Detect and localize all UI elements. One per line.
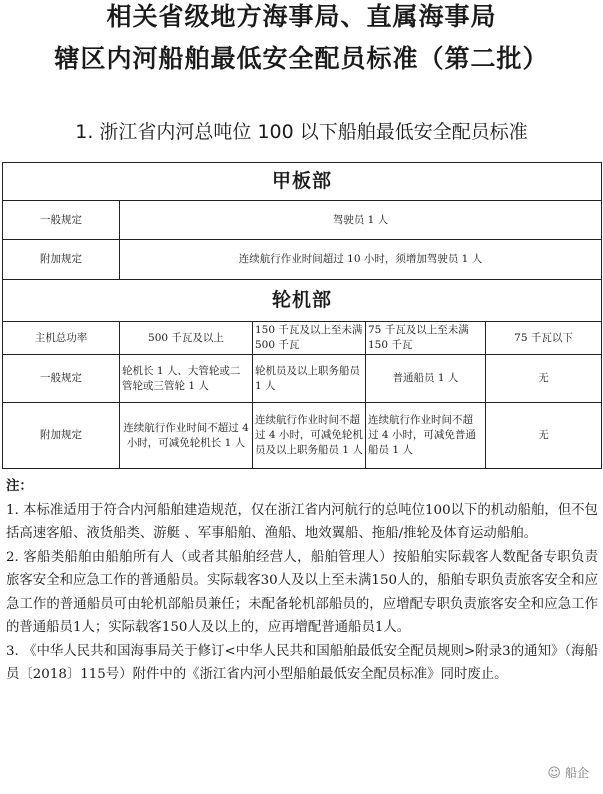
document-title-line-1: 相关省级地方海事局、直属海事局: [106, 2, 497, 31]
deck-heading-row: [3, 163, 602, 201]
engine-general-label: 一般规定: [3, 355, 120, 403]
deck-general-row: [3, 201, 602, 240]
deck-additional-row: [3, 240, 602, 280]
power-col-4: 75 千瓦以下: [486, 322, 602, 355]
note-item: 3. 《中华人民共和国海事局关于修订<中华人民共和国船舶最低安全配员规则>附录3的通知》（海船员〔2018〕115号）附件中的《浙江省内河小型船舶最低安全配员标准》同时废止。: [6, 643, 598, 682]
wechat-icon: ☺: [547, 766, 561, 781]
engine-additional-cell-1: 连续航行作业时间不超过 4 小时，可减免轮机长 1 人: [120, 403, 253, 469]
note-item: 1. 本标准适用于符合内河船舶建造规范，仅在浙江省内河航行的总吨位100以下的机动船舶，但不包括高速客船、液货船类、游艇 、军事船舶、渔船、地效翼船、拖船/推轮及体育运动船舶。: [6, 502, 598, 541]
source-watermark: [547, 764, 589, 781]
power-col-2: 150 千瓦及以上至未满 500 千瓦: [253, 322, 366, 355]
deck-general-value: 驾驶员 1 人: [120, 201, 602, 240]
deck-additional-value: 连续航行作业时间超过 10 小时，须增加驾驶员 1 人: [120, 240, 602, 280]
engine-general-cell-4: 无: [486, 355, 602, 403]
note-item: 2. 客船类船舶由船舶所有人（或者其船舶经营人，船舶管理人）按船舶实际载客人数配备专职负责旅客安全和应急工作的普通船员。实际载客30人及以上至未满150人的，船舶专职负责旅客安全和应急工作的普通船员可由轮机部船员兼任；未配备轮机部船员的，应增配专职负责旅客安全和应急工作的普通船员1人；实际载客150人及以上的，应再增配普通船员1人。: [6, 549, 598, 635]
engine-additional-cell-4: 无: [486, 403, 602, 469]
engine-power-label: 主机总功率: [3, 322, 120, 355]
engine-heading-row: [3, 280, 602, 322]
engine-additional-label: 附加规定: [3, 403, 120, 469]
watermark-text: 船企: [564, 766, 589, 780]
engine-additional-cell-2: 连续航行作业时间不超过 4 小时，可减免轮机员及以上职务船员 1 人: [253, 403, 366, 469]
deck-general-label: 一般规定: [3, 201, 120, 240]
engine-dept-heading: 轮机部: [3, 280, 602, 322]
power-col-1: 500 千瓦及以上: [120, 322, 253, 355]
notes-heading: 注：: [6, 478, 33, 494]
engine-power-row: [3, 322, 602, 355]
engine-general-cell-2: 轮机员及以上职务船员 1 人: [253, 355, 366, 403]
engine-general-row: [3, 355, 602, 403]
notes-section: [6, 475, 598, 687]
engine-general-cell-1: 轮机长 1 人、大管轮或二管轮或三管轮 1 人: [120, 355, 253, 403]
deck-additional-label: 附加规定: [3, 240, 120, 280]
manning-standard-table: [2, 162, 602, 469]
engine-additional-row: [3, 403, 602, 469]
power-col-3: 75 千瓦及以上至未满 150 千瓦: [366, 322, 486, 355]
engine-additional-cell-3: 连续航行作业时间不超过 4 小时，可减免普通船员 1 人: [366, 403, 486, 469]
table-subtitle: 1. 浙江省内河总吨位 100 以下船舶最低安全配员标准: [75, 121, 528, 143]
document-title-line-2: 辖区内河船舶最低安全配员标准（第二批）: [54, 44, 549, 73]
engine-general-cell-3: 普通船员 1 人: [366, 355, 486, 403]
deck-dept-heading: 甲板部: [3, 163, 602, 201]
